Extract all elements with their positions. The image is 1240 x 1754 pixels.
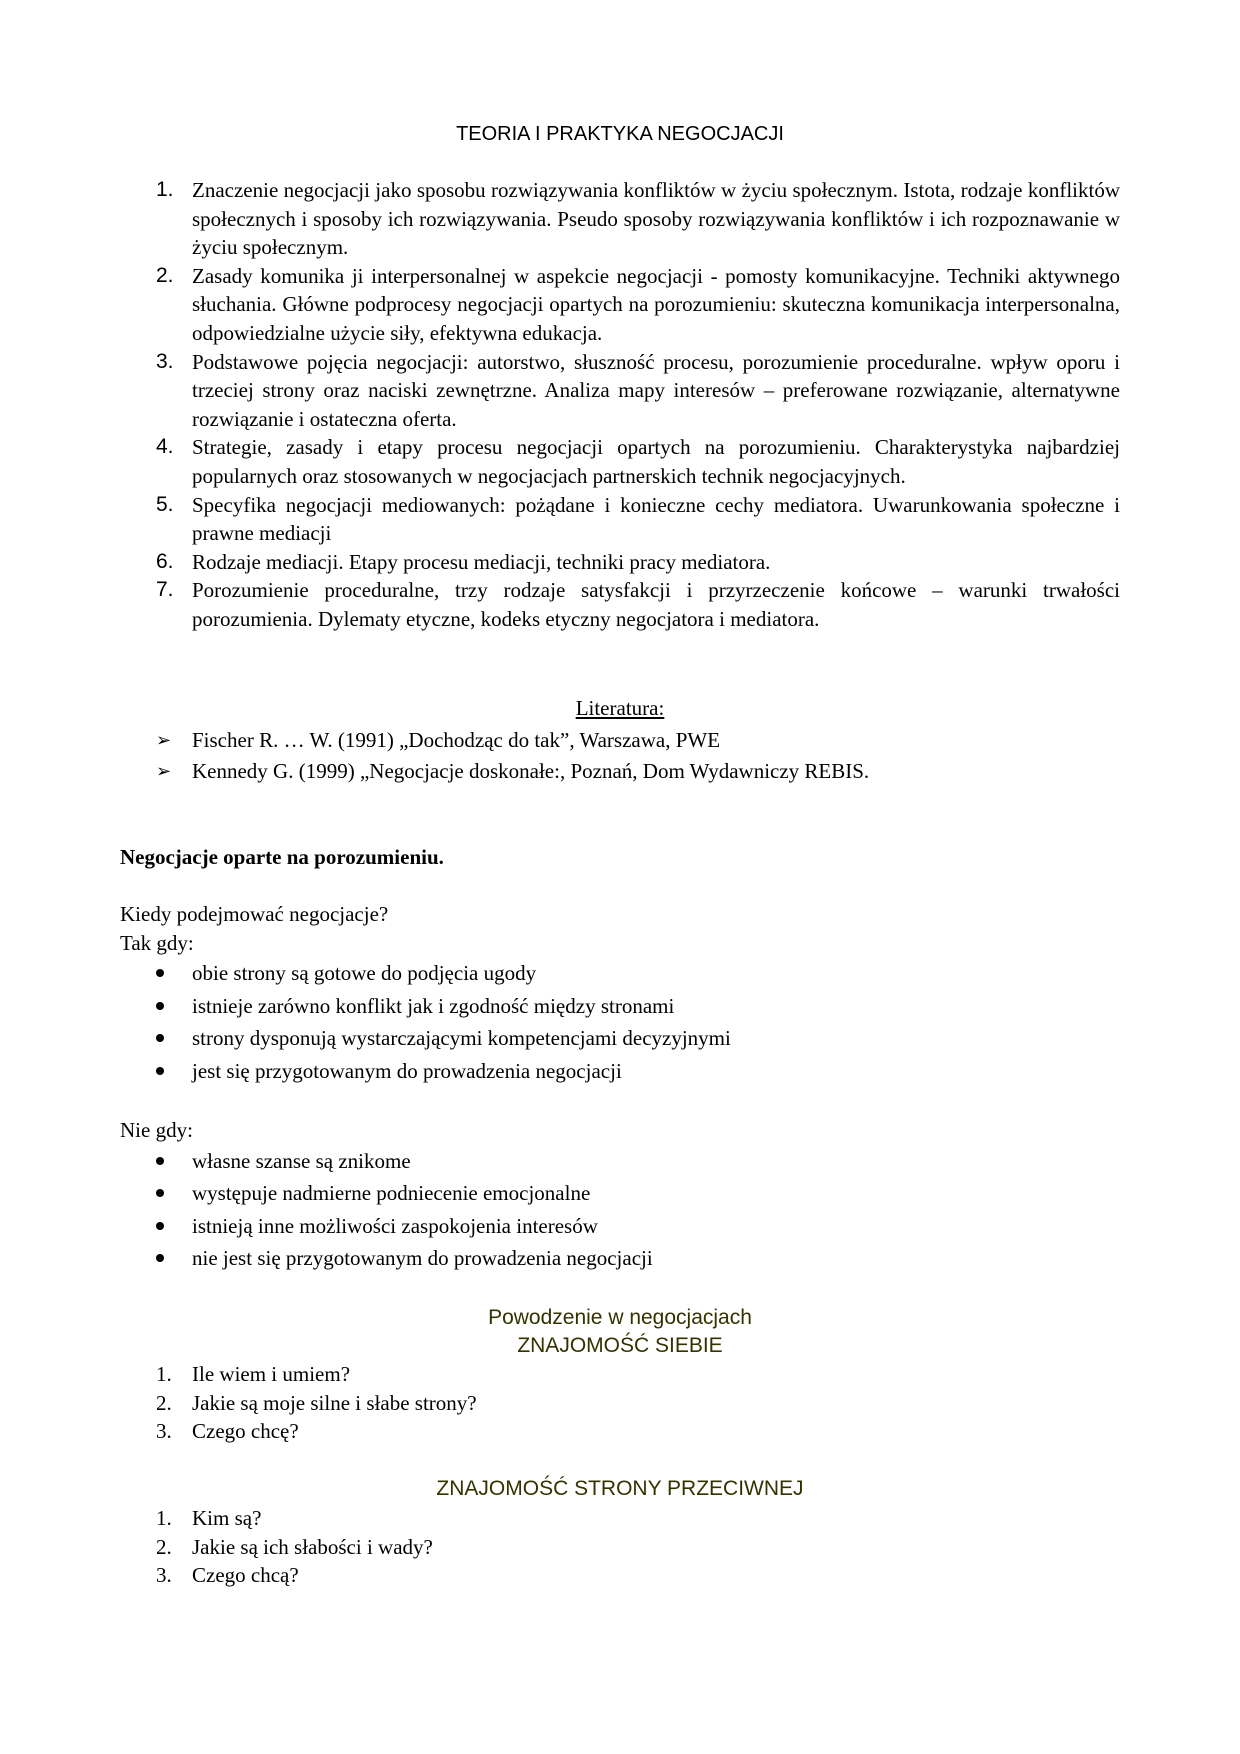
list-item [120,348,1120,434]
list-item [120,725,1120,757]
item-text: Jakie są ich słabości i wady? [192,1534,433,1559]
list-item [120,1177,1120,1210]
item-text: istnieją inne możliwości zaspokojenia interesów [192,1213,598,1238]
bullet-icon [156,1189,164,1197]
literature-section [120,694,1120,788]
list-item [120,1533,1120,1562]
list-item [120,576,1120,633]
item-number: 2. [156,1390,172,1415]
list-item [120,1417,1120,1446]
item-text: Jakie są moje silne i słabe strony? [192,1390,477,1415]
success-section [120,1304,1120,1446]
item-text: Strategie, zasady i etapy procesu negocjacji opartych na porozumieniu. Charakterystyka najbardziej popularnych oraz stosowanych w negocjacjach partnerskich technik negocjacyjnych. [192,435,1120,488]
list-item [120,1504,1120,1533]
item-text: obie strony są gotowe do podjęcia ugody [192,961,537,986]
arrow-bullet-icon: ➢ [156,729,172,750]
item-number: 7. [156,578,174,602]
literature-list [120,725,1120,788]
bullet-icon [156,1157,164,1165]
list-item [120,1210,1120,1243]
item-number: 6. [156,549,174,573]
section-heading: Negocjacje oparte na porozumieniu. [120,845,444,869]
list-item [120,1389,1120,1418]
item-number: 3. [156,349,174,373]
question-text: Kiedy podejmować negocjacje? [120,902,389,926]
item-number: 2. [156,263,174,287]
yes-label: Tak gdy: [120,930,194,955]
item-text: Fischer R. … W. (1991) „Dochodząc do tak”, Warszawa, PWE [192,727,721,752]
list-item [120,262,1120,348]
list-item [120,548,1120,577]
list-item [120,957,1120,990]
item-number: 1. [156,1362,172,1386]
no-list [120,1145,1120,1275]
item-text: istnieje zarówno konflikt jak i zgodność między stronami [192,993,675,1018]
list-item [120,1055,1120,1088]
list-item [120,1360,1120,1389]
list-item [120,176,1120,262]
item-text: Porozumienie proceduralne, trzy rodzaje satysfakcji i przyrzeczenie końcowe – warunki trwałości porozumienia. Dylematy etyczne, kodeks etyczny negocjatora i mediatora. [192,578,1120,631]
bullet-icon [156,1034,164,1042]
self-list [120,1360,1120,1446]
list-item [120,756,1120,788]
topics-list [120,176,1120,634]
list-item [120,990,1120,1023]
item-number: 2. [156,1534,172,1559]
item-text: Specyfika negocjacji mediowanych: pożądane i konieczne cechy mediatora. Uwarunkowania społeczne i prawne mediacji [192,492,1120,546]
item-text: Czego chcę? [192,1419,299,1444]
yes-list [120,957,1120,1087]
bullet-icon [156,969,164,977]
item-text: Podstawowe pojęcia negocjacji: autorstwo, słuszność procesu, porozumienie proceduralne. wpływ oporu i trzeciej strony oraz naciski zewnętrzne. Analiza mapy interesów – preferowane rozwiązanie, alternatywne rozwiązanie i ostateczna oferta. [192,349,1120,431]
bullet-icon [156,1002,164,1010]
item-text: Ile wiem i umiem? [192,1362,351,1386]
item-text: Czego chcą? [192,1563,299,1588]
item-number: 1. [156,1506,172,1530]
list-item [120,491,1120,548]
bullet-icon [156,1222,164,1230]
topics-list-section [120,176,1120,634]
list-item [120,1022,1120,1055]
item-text: nie jest się przygotowanym do prowadzenia negocjacji [192,1246,653,1271]
when-not-block [120,1116,1120,1275]
self-heading: ZNAJOMOŚĆ SIEBIE [517,1334,723,1357]
item-number: 4. [156,435,174,459]
literature-heading: Literatura: [575,696,665,720]
document-title: TEORIA I PRAKTYKA NEGOCJACJI [456,123,784,145]
list-item [120,1145,1120,1178]
item-text: własne szanse są znikome [192,1148,411,1173]
item-number: 3. [156,1563,172,1588]
bullet-icon [156,1254,164,1262]
arrow-bullet-icon: ➢ [156,761,172,782]
item-text: strony dysponują wystarczającymi kompetencjami decyzyjnymi [192,1026,731,1051]
item-number: 5. [156,492,174,516]
item-number: 3. [156,1419,172,1444]
list-item [120,1242,1120,1275]
item-text: Zasady komunika ji interpersonalnej w aspekcie negocjacji - pomosty komunikacyjne. Techniki aktywnego słuchania. Główne podprocesy negocjacji opartych na porozumieniu: skuteczna komunikacja interpersonalna, odpowiedzialne użycie siły, efektywna edukacja. [192,263,1120,345]
other-list [120,1504,1120,1590]
list-item [120,433,1120,490]
when-section [120,843,1120,872]
no-label: Nie gdy: [120,1118,193,1142]
other-heading: ZNAJOMOŚĆ STRONY PRZECIWNEJ [436,1477,804,1500]
item-number: 1. [156,178,174,201]
item-text: jest się przygotowanym do prowadzenia negocjacji [192,1058,622,1083]
item-text: występuje nadmierne podniecenie emocjonalne [192,1181,591,1206]
list-item [120,1561,1120,1590]
item-text: Kennedy G. (1999) „Negocjacje doskonałe:, Poznań, Dom Wydawniczy REBIS. [192,759,870,784]
other-side-section [120,1475,1120,1590]
when-question-block [120,900,1120,1087]
bullet-icon [156,1067,164,1075]
item-text: Kim są? [192,1506,262,1530]
success-heading: Powodzenie w negocjacjach [488,1306,752,1329]
item-text: Rodzaje mediacji. Etapy procesu mediacji, techniki pracy mediatora. [192,549,771,574]
item-text: Znaczenie negocjacji jako sposobu rozwiązywania konfliktów w życiu społecznym. Istota, rodzaje konfliktów społecznych i sposoby ich rozwiązywania. Pseudo sposoby rozwiązywania konfliktów i ich rozpoznawanie w życiu społecznym. [192,178,1120,260]
